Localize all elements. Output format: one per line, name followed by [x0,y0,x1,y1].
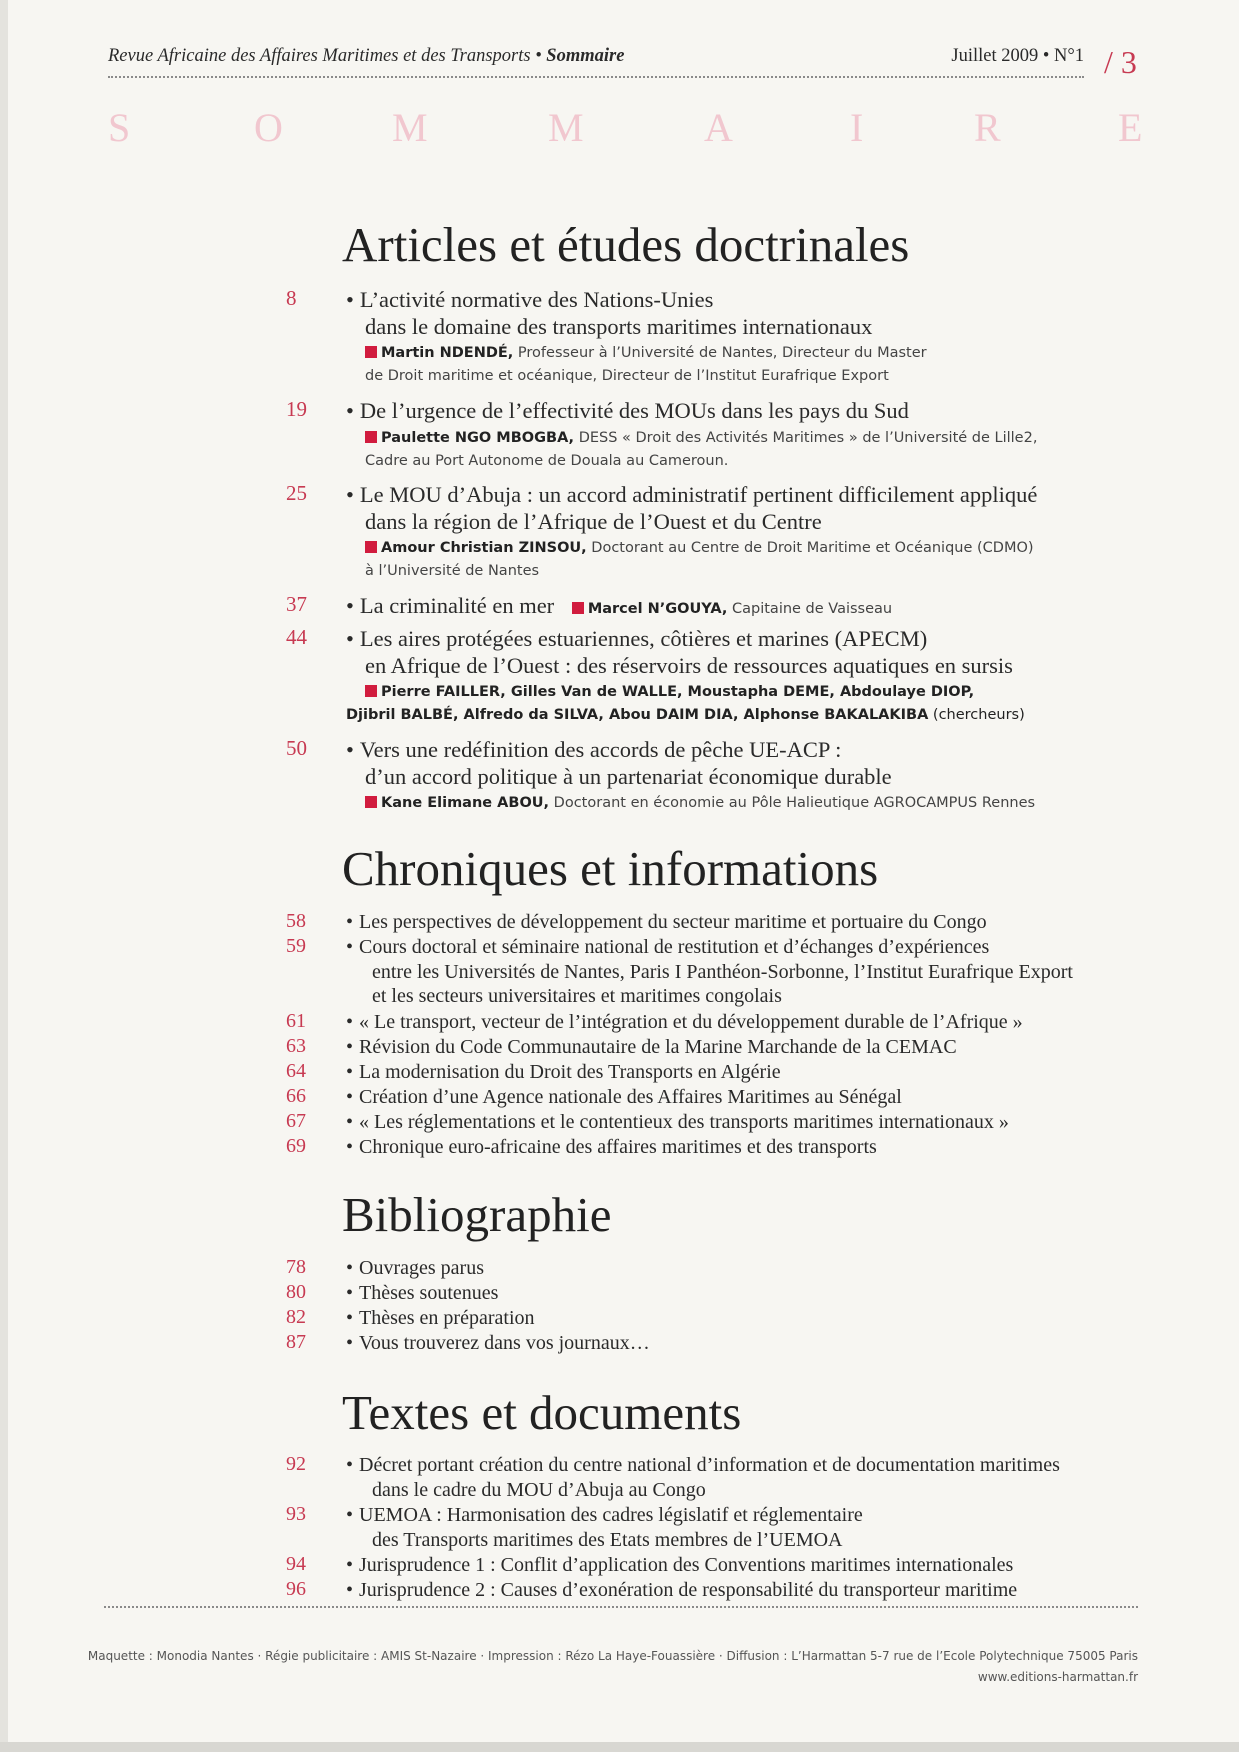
toc-line: Chronique euro-africaine des affaires maritimes et des transports [359,1136,877,1158]
journal-name: Revue Africaine des Affaires Maritimes et des Transports [108,46,531,66]
toc-page-number[interactable]: 63 [286,1035,306,1057]
toc-line: Cours doctoral et séminaire national de restitution et d’échanges d’expériences [359,936,990,958]
toc-line: Thèses soutenues [359,1282,499,1304]
journal-title: Revue Africaine des Affaires Maritimes et des Transports • Sommaire [108,46,625,66]
author-detail: Capitaine de Vaisseau [732,601,893,617]
banner-letter: I [850,105,864,150]
toc-page-number[interactable]: 44 [286,625,307,649]
author-detail: Doctorant en économie au Pôle Halieutique AGROCAMPUS Rennes [553,795,1036,811]
bullet-icon: • [346,482,354,507]
author-line [346,681,1025,727]
footer-website-link[interactable]: www.editions-harmattan.fr [977,1670,1138,1684]
bullet-icon: • [346,1136,354,1158]
square-marker-icon [365,796,377,808]
author-name: Amour Christian ZINSOU, [381,540,587,556]
running-header [108,46,1084,70]
toc-entry-title[interactable] [346,1331,650,1356]
toc-entry-title[interactable] [346,1578,1017,1603]
toc-page-number[interactable]: 64 [286,1060,306,1082]
toc-page-number[interactable]: 67 [286,1110,306,1132]
toc-line: Vers une redéfinition des accords de pêche UE-ACP : [359,737,842,762]
toc-entry-title[interactable] [346,625,1013,679]
author-name: Pierre FAILLER, Gilles Van de WALLE, Moustapha DEME, Abdoulaye DIOP, [381,684,975,700]
section-title-bibliographie: Bibliographie [342,1187,612,1242]
bullet-icon: • [346,398,354,423]
toc-page-number[interactable]: 37 [286,592,307,616]
toc-page-number[interactable]: 50 [286,736,307,760]
author-name: Paulette NGO MBOGBA, [381,430,575,446]
toc-line: d’un accord politique à un partenariat économique durable [365,764,892,789]
header-rule [108,76,1084,78]
toc-entry-title[interactable] [346,1085,902,1110]
bullet-icon: • [346,1332,354,1354]
toc-line: Jurisprudence 1 : Conflit d’application des Conventions maritimes internationales [359,1554,1014,1576]
toc-line: et les secteurs universitaires et maritimes congolais [372,985,782,1007]
author-line [365,537,1034,583]
author-name: Martin NDENDÉ, [381,345,514,361]
author-line [572,601,892,617]
bullet-icon: • [346,1307,354,1329]
toc-entry-title[interactable] [346,397,909,424]
banner-letter: A [704,105,733,150]
footer-rule [104,1606,1138,1608]
author-line [365,342,927,388]
toc-line: UEMOA : Harmonisation des cadres législatif et réglementaire [359,1504,863,1526]
banner-letter: M [548,105,584,150]
toc-line: dans le cadre du MOU d’Abuja au Congo [372,1478,706,1501]
toc-line: Thèses en préparation [359,1307,535,1329]
toc-page-number[interactable]: 25 [286,481,307,505]
author-detail: à l’Université de Nantes [365,563,540,579]
page-bottom-edge [0,1742,1239,1752]
author-name: Marcel N’GOUYA, [587,601,728,617]
toc-entry-title[interactable] [346,1281,498,1306]
bullet-icon: • [346,911,354,933]
toc-line: Vous trouverez dans vos journaux… [359,1332,650,1354]
bullet-icon: • [346,287,354,312]
toc-line: Révision du Code Communautaire de la Marine Marchande de la CEMAC [359,1036,957,1058]
square-marker-icon [365,541,377,553]
toc-entry-title[interactable] [346,481,1037,535]
author-detail: Doctorant au Centre de Droit Maritime et Océanique (CDMO) [591,540,1034,556]
toc-entry-title[interactable] [346,592,892,623]
toc-entry-title[interactable] [346,1553,1013,1578]
square-marker-icon [365,685,377,697]
banner-letter: E [1118,105,1143,150]
bullet-icon: • [346,1504,354,1526]
toc-line: De l’urgence de l’effectivité des MOUs dans les pays du Sud [359,398,909,423]
toc-entry-title[interactable] [346,1135,877,1160]
toc-entry-title[interactable] [346,1453,1060,1502]
issue-info: Juillet 2009 • N°1 [951,46,1084,66]
toc-line: Ouvrages parus [359,1257,484,1279]
toc-line: des Transports maritimes des Etats membres de l’UEMOA [372,1528,843,1551]
toc-entry-title[interactable] [346,1256,484,1281]
toc-page-number[interactable]: 69 [286,1135,306,1157]
toc-line: La criminalité en mer [359,593,555,618]
sommaire-banner [108,104,1143,152]
bullet-icon: • [346,737,354,762]
bullet-icon: • [346,593,354,618]
toc-page-number[interactable]: 8 [286,286,297,310]
toc-page-number[interactable]: 80 [286,1281,306,1303]
toc-page-number[interactable]: 19 [286,397,307,421]
toc-page-number[interactable]: 96 [286,1578,306,1600]
toc-entry-title[interactable] [346,286,872,340]
toc-entry-title[interactable] [346,1306,535,1331]
section-title-chroniques: Chroniques et informations [342,841,879,896]
section-title-articles: Articles et études doctrinales [342,217,910,272]
toc-line: « Le transport, vecteur de l’intégration et du développement durable de l’Afrique » [359,1011,1023,1033]
bullet-icon: • [346,1257,354,1279]
toc-entry-title[interactable] [346,1110,1009,1135]
toc-entry-title[interactable] [346,1503,863,1552]
author-detail: de Droit maritime et océanique, Directeur de l’Institut Eurafrique Export [365,368,889,384]
toc-page-number[interactable]: 61 [286,1010,306,1032]
bullet-icon: • [346,1011,354,1033]
author-detail: Cadre au Port Autonome de Douala au Cameroun. [365,453,729,469]
toc-page-number[interactable]: 78 [286,1256,306,1278]
author-detail: Professeur à l’Université de Nantes, Directeur du Master [517,345,927,361]
author-name: Djibril BALBÉ, Alfredo da SILVA, Abou DAIM DIA, Alphonse BAKALAKIBA [346,707,929,723]
toc-line: entre les Universités de Nantes, Paris I Panthéon-Sorbonne, l’Institut Eurafrique Export [372,960,1073,983]
toc-line: Jurisprudence 2 : Causes d’exonération de responsabilité du transporteur maritime [359,1579,1018,1601]
toc-entry-title[interactable] [346,736,892,790]
toc-page-number[interactable]: 59 [286,935,306,957]
section-title-textes: Textes et documents [342,1385,742,1440]
bullet-icon: • [346,1579,354,1601]
bullet-icon: • [346,1282,354,1304]
banner-letter: S [108,105,131,150]
bullet-icon: • [346,1061,354,1083]
author-name: Kane Elimane ABOU, [381,795,550,811]
author-detail: DESS « Droit des Activités Maritimes » de l’Université de Lille2, [578,430,1038,446]
toc-page-number[interactable]: 94 [286,1553,306,1575]
toc-entry-title[interactable] [346,1035,957,1060]
toc-page-number[interactable]: 92 [286,1453,306,1475]
toc-line: L’activité normative des Nations-Unies [359,287,714,312]
bullet-icon: • [346,626,354,651]
toc-page-number[interactable]: 87 [286,1331,306,1353]
square-marker-icon [572,602,584,614]
toc-line: dans la région de l’Afrique de l’Ouest et du Centre [365,509,822,534]
toc-entry-title[interactable] [346,910,987,935]
toc-page-number[interactable]: 82 [286,1306,306,1328]
toc-line: Les aires protégées estuariennes, côtières et marines (APECM) [359,626,928,651]
bullet-icon: • [346,1554,354,1576]
toc-line: « Les réglementations et le contentieux des transports maritimes internationaux » [359,1111,1009,1133]
toc-line: Le MOU d’Abuja : un accord administratif pertinent difficilement appliqué [359,482,1038,507]
toc-line: Création d’une Agence nationale des Affaires Maritimes au Sénégal [359,1086,902,1108]
bullet-icon: • [346,1111,354,1133]
toc-entry-title[interactable] [346,1010,1023,1035]
square-marker-icon [365,346,377,358]
toc-line: Les perspectives de développement du secteur maritime et portuaire du Congo [359,911,987,933]
toc-line: La modernisation du Droit des Transports en Algérie [359,1061,781,1083]
bullet-icon: • [346,936,354,958]
toc-entry-title[interactable] [346,1060,781,1085]
toc-page-number[interactable]: 58 [286,910,306,932]
toc-page-number[interactable]: 66 [286,1085,306,1107]
bullet-icon: • [346,1036,354,1058]
bullet-icon: • [346,1454,354,1476]
author-detail: (chercheurs) [932,707,1025,723]
header-section: Sommaire [546,46,625,66]
toc-line: en Afrique de l’Ouest : des réservoirs de ressources aquatiques en sursis [365,653,1013,678]
page-edge [0,0,8,1752]
author-line [365,792,1035,815]
bullet-icon: • [346,1086,354,1108]
toc-line: dans le domaine des transports maritimes internationaux [365,314,873,339]
author-line [365,427,1037,473]
toc-line: Décret portant création du centre national d’information et de documentation maritimes [359,1454,1060,1476]
banner-letter: O [254,105,283,150]
banner-letter: M [392,105,428,150]
toc-page-number[interactable]: 93 [286,1503,306,1525]
footer-credits: Maquette : Monodia Nantes · Régie publicitaire : AMIS St-Nazaire · Impression : Rézo La Haye-Fouassière · Diffusion : L’Harmattan 5-7 rue de l’Ecole Polytechnique 75005 Paris [87,1649,1138,1663]
toc-entry-title[interactable] [346,935,1073,1009]
page-number: / 3 [1104,44,1137,80]
banner-letter: R [974,105,1001,150]
square-marker-icon [365,431,377,443]
